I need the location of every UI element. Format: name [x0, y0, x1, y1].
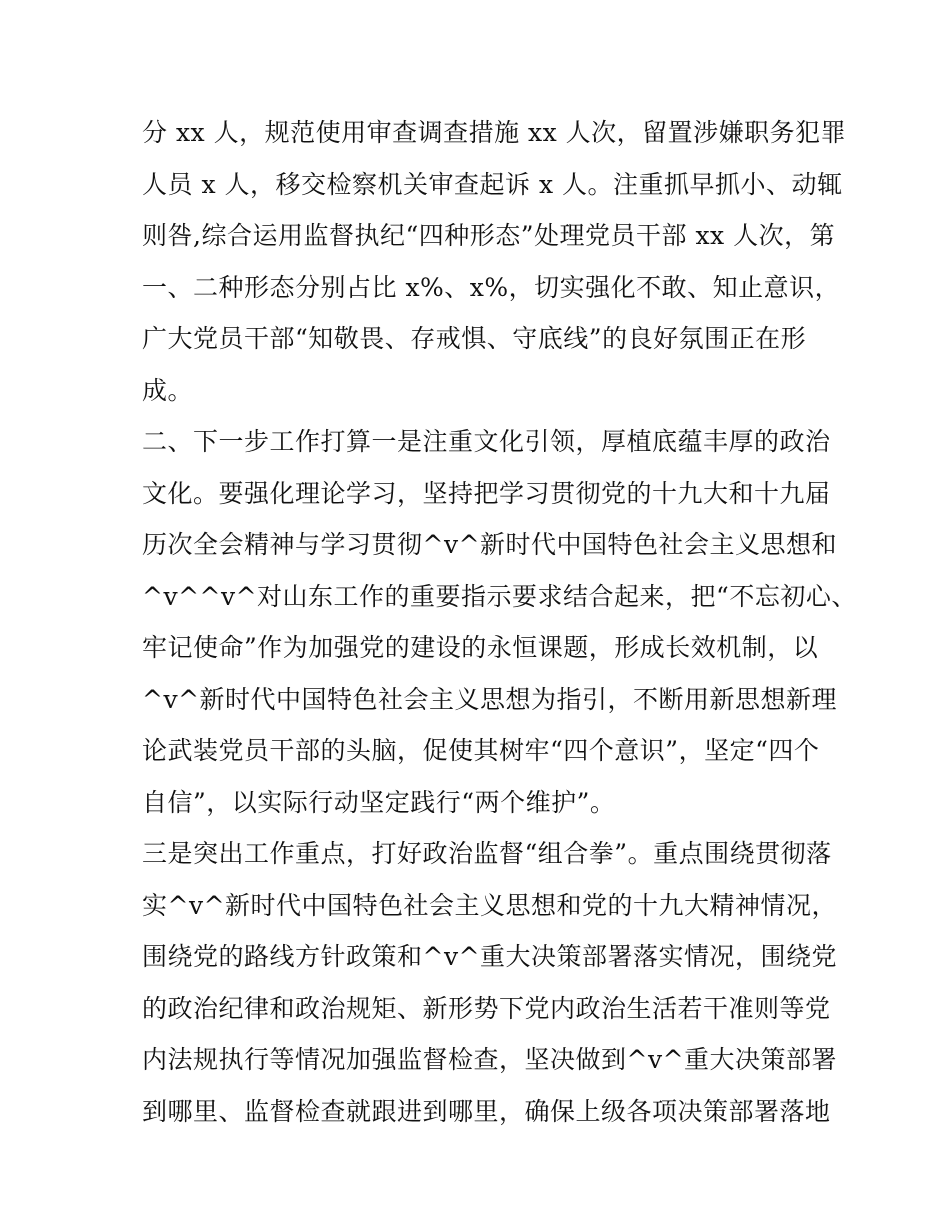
body-text: [142, 107, 857, 1137]
text-line: 三是突出工作重点，打好政治监督“组合拳”。重点围绕贯彻落: [142, 839, 832, 868]
text-line: 围绕党的路线方针政策和^v^重大决策部署落实情况，围绕党: [142, 942, 838, 971]
text-line: 二、下一步工作打算一是注重文化引领，厚植底蕴丰厚的政治: [142, 427, 831, 456]
text-line: 文化。要强化理论学习，坚持把学习贯彻党的十九大和十九届: [142, 478, 831, 508]
text-line: 内法规执行等情况加强监督检查，坚决做到^v^重大决策部署: [142, 1045, 838, 1074]
text-line: 分 xx 人，规范使用审查调查措施 xx 人次，留置涉嫌职务犯罪: [142, 118, 847, 147]
text-line: ^v^新时代中国特色社会主义思想为指引，不断用新思想新理: [142, 684, 838, 714]
text-line: 的政治纪律和政治规矩、新形势下党内政治生活若干准则等党: [142, 993, 831, 1023]
text-line: 成。: [142, 375, 194, 405]
text-line: 牢记使命”作为加强党的建设的永恒课题，形成长效机制，以: [142, 633, 819, 662]
text-line: ^v^^v^对山东工作的重要指示要求结合起来，把“不忘初心、: [142, 581, 857, 611]
text-line: 历次全会精神与学习贯彻^v^新时代中国特色社会主义思想和: [142, 530, 838, 559]
text-line: 论武装党员干部的头脑，促使其树牢“四个意识”，坚定“四个: [142, 736, 820, 765]
text-line: 一、二种形态分别占比 x%、x%，切实强化不敢、知止意识，: [142, 272, 841, 302]
text-line: 实^v^新时代中国特色社会主义思想和党的十九大精神情况，: [142, 890, 838, 920]
text-line: 广大党员干部“知敬畏、存戒惧、守底线”的良好氛围正在形: [142, 324, 807, 353]
text-line: 则咎,综合运用监督执纪“四种形态”处理党员干部 xx 人次，第: [142, 221, 836, 250]
text-line: 自信”，以实际行动坚定践行“两个维护”。: [142, 787, 616, 817]
text-line: 人员 x 人，移交检察机关审查起诉 x 人。注重抓早抓小、动辄: [142, 169, 843, 199]
text-line: 到哪里、监督检查就跟进到哪里，确保上级各项决策部署落地: [142, 1096, 831, 1126]
